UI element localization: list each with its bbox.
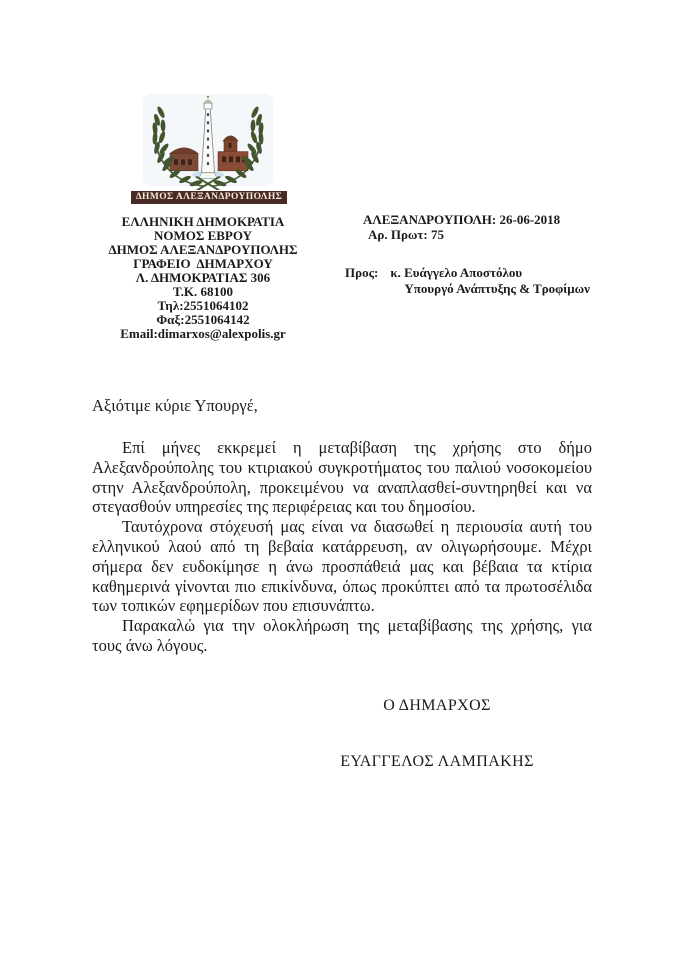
paragraph: Παρακαλώ για την ολοκλήρωση της μεταβίβασης της χρήσης, για τους άνω λόγους. [92, 616, 592, 655]
signature-block [322, 697, 552, 771]
sender-line: Λ. ΔΗΜΟΚΡΑΤΙΑΣ 306 [135, 270, 271, 285]
signer-title: Ο ΔΗΜΑΡΧΟΣ [383, 697, 491, 714]
reference-block [363, 212, 560, 242]
logo-banner: ΔΗΜΟΣ ΑΛΕΞΑΝΔΡΟΥΠΟΛΗΣ [131, 191, 287, 204]
sender-line: ΔΗΜΟΣ ΑΛΕΞΑΝΔΡΟΥΠΟΛΗΣ [108, 242, 298, 257]
sender-line: ΓΡΑΦΕΙΟ ΔΗΜΑΡΧΟΥ [133, 256, 273, 271]
sender-line: Φαξ:2551064142 [156, 312, 250, 327]
left-building-icon [170, 148, 198, 171]
lighthouse-wreath-emblem-icon [133, 94, 283, 190]
city-date: ΑΛΕΞΑΝΔΡΟΥΠΟΛΗ: 26-06-2018 [363, 212, 561, 227]
signer-name: ΕΥΑΓΓΕΛΟΣ ΛΑΜΠΑΚΗΣ [340, 753, 534, 770]
municipality-logo [133, 94, 283, 190]
protocol-number: Αρ. Πρωτ: 75 [368, 227, 444, 242]
sender-block [75, 215, 331, 341]
recipient-block [345, 265, 590, 296]
sender-line: ΝΟΜΟΣ ΕΒΡΟΥ [153, 228, 253, 243]
letter-body [92, 438, 592, 656]
recipient-title: Υπουργό Ανάπτυξης & Τροφίμων [404, 280, 590, 296]
sender-email: Email:dimarxos@alexpolis.gr [120, 326, 286, 341]
sender-line: Τ.Κ. 68100 [172, 284, 234, 299]
sender-line: ΕΛΛΗΝΙΚΗ ΔΗΜΟΚΡΑΤΙΑ [121, 214, 285, 229]
salutation: Αξιότιμε κύριε Υπουργέ, [92, 396, 258, 415]
sender-line: Τηλ:2551064102 [157, 298, 249, 313]
recipient-name: κ. Ευάγγελο Αποστόλου [390, 265, 523, 280]
recipient-lines [390, 265, 590, 296]
recipient-label: Προς: [345, 265, 379, 280]
paragraph: Επί μήνες εκκρεμεί η μεταβίβαση της χρήσης στο δήμο Αλεξανδρούπολης του κτιριακού συγκροτήματος του παλιού νοσοκομείου στην Αλεξανδρούπολη, προκειμένου να αναπλασθεί-συντηρηθεί και να στεγασθούν υπηρεσίες της περιφέρειας και του δημοσίου. [92, 438, 592, 517]
paragraph: Ταυτόχρονα στόχευσή μας είναι να διασωθεί η περιουσία αυτή του ελληνικού λαού από τη βεβαία κατάρρευση, αν ολιγωρήσουμε. Μέχρι σήμερα δεν ευδοκίμησε η άνω προσπάθειά μας και βέβαια τα κτίρια καθημερινά γίνονται πιο επικίνδυνα, όπως προκύπτει από τα πρωτοσέλιδα των τοπικών εφημερίδων που επισυνάπτω. [92, 517, 592, 616]
